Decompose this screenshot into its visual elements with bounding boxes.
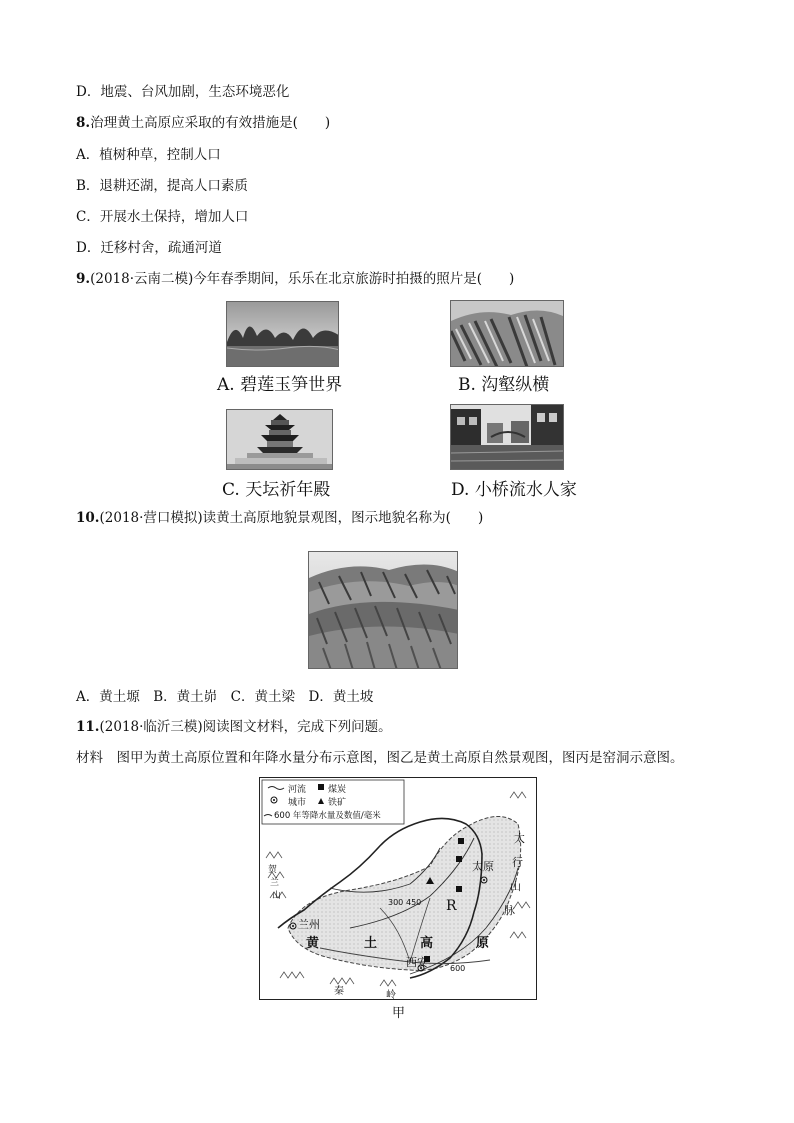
legend-city-label: 城市 (288, 798, 307, 808)
q9-number: 9. (76, 271, 91, 287)
q8-number: 8. (76, 115, 91, 131)
plateau-char-1: 黄 (306, 936, 320, 951)
q10-stem (76, 509, 483, 527)
legend-iron-label: 铁矿 (328, 798, 347, 808)
caption-a: A. 碧莲玉笋世界 (217, 375, 343, 395)
region-r-label: R (446, 898, 457, 914)
loess-plateau-map (259, 777, 537, 1000)
water-town-photo (450, 404, 564, 470)
qinling-char-2: 岭 (386, 990, 396, 1000)
legend-isohyet-label: 600 年等降水量及数值/毫米 (274, 811, 381, 821)
temple-of-heaven-photo (226, 409, 333, 470)
legend-river-label: 河流 (288, 785, 307, 795)
q8-option-b: B．退耕还湖，提高人口素质 (76, 178, 248, 194)
q11-number: 11. (76, 719, 100, 735)
qinling-char-1: 秦 (334, 986, 344, 997)
q9-stem-text: (2018·云南二模)今年春季期间，乐乐在北京旅游时拍摄的照片是( ) (90, 271, 515, 287)
caption-b: B. 沟壑纵横 (458, 375, 550, 395)
city-xian: 西安 (406, 956, 428, 969)
plateau-char-4: 原 (476, 936, 490, 951)
isohyet-300: 300 (388, 898, 404, 907)
helan-char-1: 贺 (268, 865, 278, 875)
helan-char-2: 兰 (270, 878, 280, 888)
caption-d: D. 小桥流水人家 (451, 480, 577, 500)
plateau-char-3: 高 (420, 936, 434, 951)
taihang-char-3: 山 (510, 880, 521, 893)
plateau-char-2: 土 (364, 936, 378, 951)
q9-stem (76, 270, 514, 288)
taihang-char-2: 行 (512, 856, 523, 869)
q10-stem-text: (2018·营口模拟)读黄土高原地貌景观图，图示地貌名称为( ) (99, 510, 484, 526)
taihang-char-4: 脉 (504, 904, 515, 917)
caption-c: C. 天坛祈年殿 (222, 480, 331, 500)
gully-terrain-photo (450, 300, 564, 367)
q8-stem-text: 治理黄土高原应采取的有效措施是( ) (90, 115, 331, 131)
city-taiyuan: 太原 (472, 860, 494, 873)
map-caption: 甲 (392, 1006, 406, 1021)
city-lanzhou: 兰州 (298, 918, 320, 931)
taihang-char-1: 太 (514, 832, 525, 845)
q8-option-c: C．开展水土保持，增加人口 (76, 209, 249, 225)
q11-stem (76, 718, 392, 736)
karst-landscape-photo (226, 301, 339, 367)
q11-stem-text: (2018·临沂三模)阅读图文材料，完成下列问题。 (99, 719, 392, 735)
q10-number: 10. (76, 510, 100, 526)
q10-options: A．黄土塬 B．黄土峁 C．黄土梁 D．黄土坡 (76, 689, 374, 705)
legend-coal-label: 煤炭 (328, 785, 347, 795)
isohyet-450: 450 (406, 898, 422, 907)
q8-stem (76, 114, 330, 132)
q8-option-d: D．迁移村舍，疏通河道 (76, 240, 222, 256)
q11-material: 材料 图甲为黄土高原位置和年降水量分布示意图，图乙是黄土高原自然景观图，图丙是窑洞示意图。 (76, 750, 684, 766)
loess-landform-photo (308, 551, 458, 669)
isohyet-600: 600 (450, 964, 466, 973)
q8-option-a: A．植树种草，控制人口 (76, 147, 221, 163)
helan-char-3: 山 (272, 891, 282, 901)
q7-option-d: D．地震、台风加剧，生态环境恶化 (76, 84, 290, 100)
